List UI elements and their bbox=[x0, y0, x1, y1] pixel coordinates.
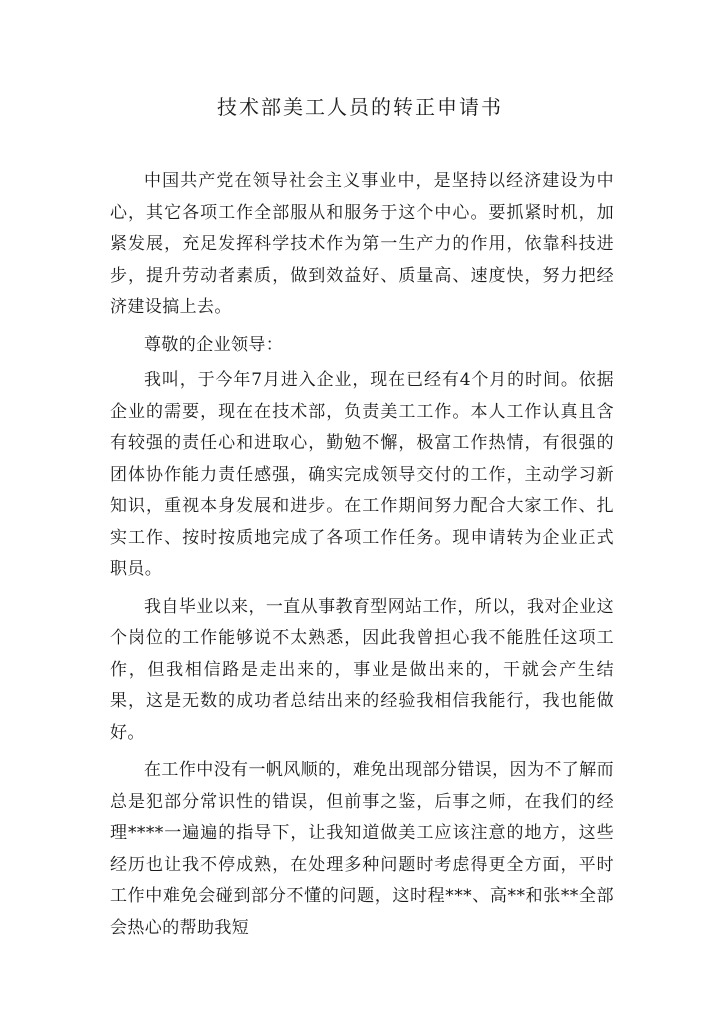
document-body bbox=[110, 166, 614, 950]
body-paragraph-2: 我自毕业以来，一直从事教育型网站工作，所以，我对企业这个岗位的工作能够说不太熟悉，因此我曾担心我不能胜任这项工作，但我相信路是走出来的，事业是做出来的，干就会产生结果，这是无数的成功者总结出来的经验我相信我能行，我也能做好。 bbox=[110, 596, 614, 743]
body-paragraph-3: 在工作中没有一帆风顺的，难免出现部分错误，因为不了解而总是犯部分常识性的错误，但前事之鉴，后事之师，在我们的经理****一遍遍的指导下，让我知道做美工应该注意的地方，这些经历也让我不停成熟，在处理多种问题时考虑得更全方面，平时工作中难免会碰到部分不懂的问题，这时程***、高**和张**全部会热心的帮助我短 bbox=[110, 760, 614, 938]
intro-paragraph: 中国共产党在领导社会主义事业中，是坚持以经济建设为中心，其它各项工作全部服从和服务于这个中心。要抓紧时机，加紧发展，充足发挥科学技术作为第一生产力的作用，依靠科技进步，提升劳动者素质，做到效益好、质量高、速度快，努力把经济建设搞上去。 bbox=[110, 171, 614, 317]
salutation: 尊敬的企业领导： bbox=[144, 334, 284, 355]
body-paragraph-1: 我叫，于今年7月进入企业，现在已经有4个月的时间。依据企业的需要，现在在技术部，负责美工工作。本人工作认真且含有较强的责任心和进取心，勤勉不懈，极富工作热情，有很强的团体协作能力责任感强，确实完成领导交付的工作，主动学习新知识，重视本身发展和进步。在工作期间努力配合大家工作、扎实工作、按时按质地完成了各项工作任务。现申请转为企业正式职员。 bbox=[110, 370, 614, 579]
document-title: 技术部美工人员的转正申请书 bbox=[217, 95, 503, 119]
